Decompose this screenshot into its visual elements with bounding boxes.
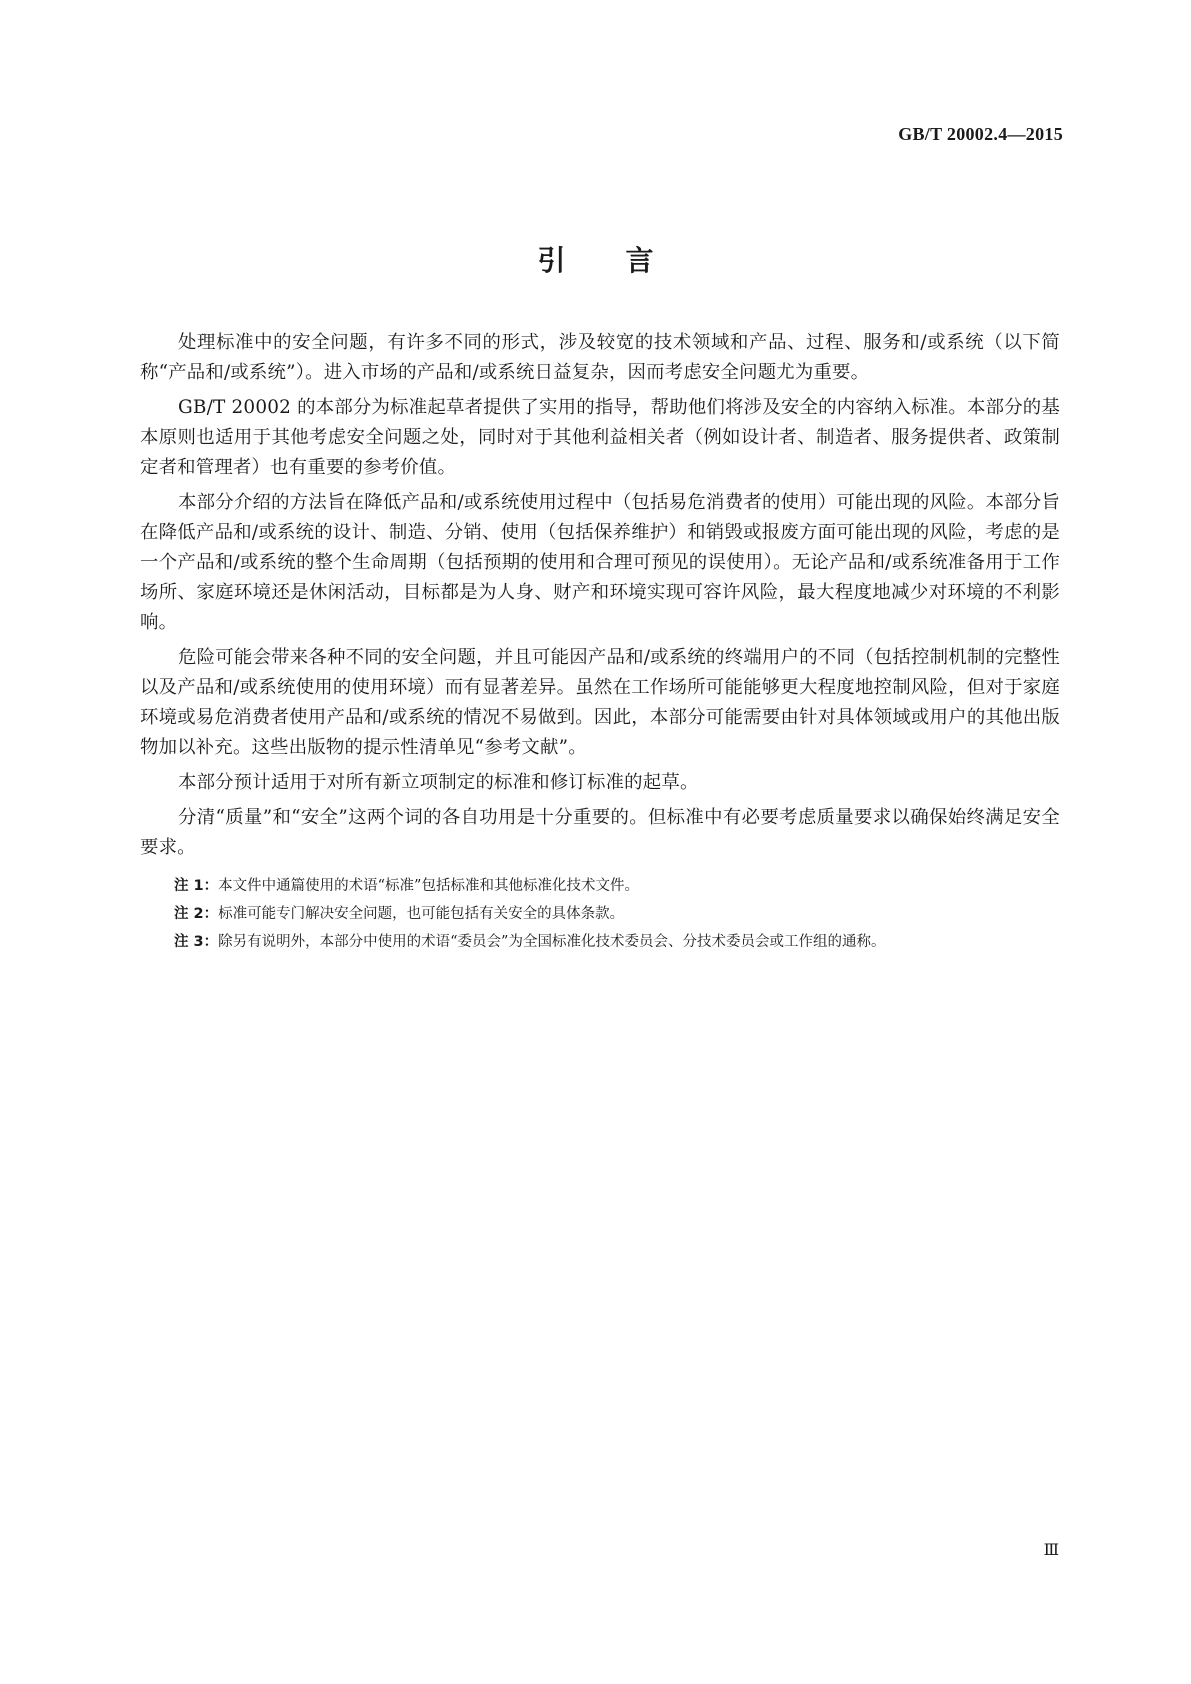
note-item bbox=[140, 877, 1060, 896]
note-text: 标准可能专门解决安全问题，也可能包括有关安全的具体条款。 bbox=[218, 906, 625, 922]
paragraph: 本部分预计适用于对所有新立项制定的标准和修订标准的起草。 bbox=[178, 772, 699, 793]
note-item bbox=[140, 905, 1060, 924]
note-text: 本文件中通篇使用的术语“标准”包括标准和其他标准化技术文件。 bbox=[218, 878, 639, 894]
page-number: Ⅲ bbox=[1043, 1542, 1059, 1559]
paragraph: 分清“质量”和“安全”这两个词的各自功用是十分重要的。但标准中有必要考虑质量要求以确保始终满足安全要求。 bbox=[140, 807, 1060, 858]
page-title: 引言 bbox=[537, 243, 714, 277]
notes-list bbox=[140, 877, 1060, 952]
paragraph: GB/T 20002 的本部分为标准起草者提供了实用的指导，帮助他们将涉及安全的内容纳入标准。本部分的基本原则也适用于其他考虑安全问题之处，同时对于其他利益相关者（例如设计者、制造者、服务提供者、政策制定者和管理者）也有重要的参考价值。 bbox=[140, 397, 1060, 478]
note-item bbox=[140, 933, 1060, 952]
note-text: 除另有说明外，本部分中使用的术语“委员会”为全国标准化技术委员会、分技术委员会或工作组的通称。 bbox=[218, 934, 886, 950]
paragraph: 危险可能会带来各种不同的安全问题，并且可能因产品和/或系统的终端用户的不同（包括控制机制的完整性以及产品和/或系统使用的使用环境）而有显著差异。虽然在工作场所可能能够更大程度地控制风险，但对于家庭环境或易危消费者使用产品和/或系统的情况不易做到。因此，本部分可能需要由针对具体领域或用户的其他出版物加以补充。这些出版物的提示性清单见“参考文献”。 bbox=[140, 647, 1060, 758]
paragraph: 本部分介绍的方法旨在降低产品和/或系统使用过程中（包括易危消费者的使用）可能出现的风险。本部分旨在降低产品和/或系统的设计、制造、分销、使用（包括保养维护）和销毁或报废方面可能出现的风险，考虑的是一个产品和/或系统的整个生命周期（包括预期的使用和合理可预见的误使用）。无论产品和/或系统准备用于工作场所、家庭环境还是休闲活动，目标都是为人身、财产和环境实现可容许风险，最大程度地减少对环境的不利影响。 bbox=[140, 492, 1060, 633]
document-code: GB/T 20002.4—2015 bbox=[898, 124, 1063, 144]
note-label: 注 3： bbox=[174, 934, 219, 950]
paragraph: 处理标准中的安全问题，有许多不同的形式，涉及较宽的技术领域和产品、过程、服务和/或系统（以下简称“产品和/或系统”）。进入市场的产品和/或系统日益复杂，因而考虑安全问题尤为重要。 bbox=[140, 332, 1060, 383]
note-label: 注 1： bbox=[174, 878, 219, 894]
document-body bbox=[140, 328, 1060, 961]
note-label: 注 2： bbox=[174, 906, 219, 922]
